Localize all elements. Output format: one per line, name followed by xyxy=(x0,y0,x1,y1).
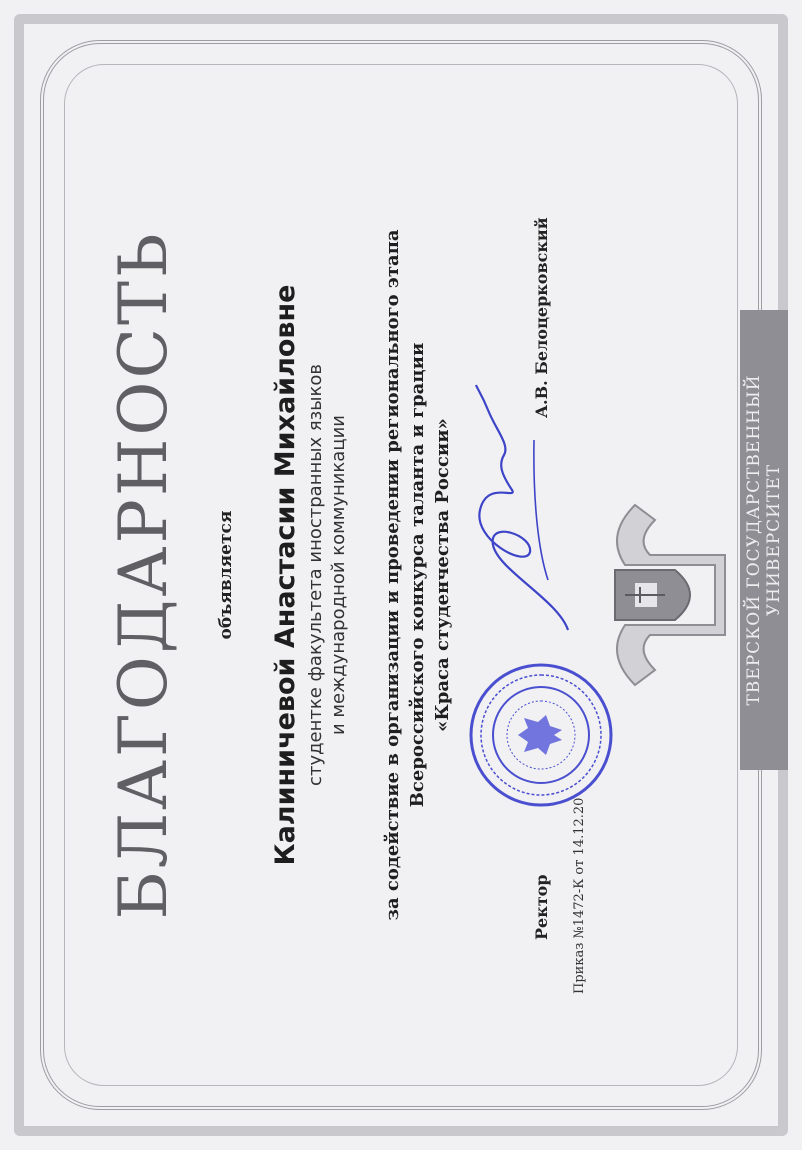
rector-name: А.В. Белоцерковский xyxy=(532,217,551,418)
rector-label: Ректор xyxy=(532,874,551,940)
order-number: Приказ №1472-К от 14.12.20 xyxy=(572,797,587,994)
certificate-title: БЛАГОДАРНОСТЬ xyxy=(105,230,182,920)
reason-line-1: за содействие в организации и проведении регионального этапа xyxy=(382,229,403,921)
university-emblem-icon xyxy=(595,495,735,695)
declared-text: объявляется xyxy=(216,510,236,640)
university-name: ТВЕРСКОЙ ГОСУДАРСТВЕННЫЙ УНИВЕРСИТЕТ xyxy=(740,310,788,770)
official-stamp-icon xyxy=(466,660,616,810)
recipient-position-2: и международной коммуникации xyxy=(328,415,349,735)
rector-signature-icon xyxy=(438,380,588,640)
reason-line-2: Всероссийского конкурса таланта и грации xyxy=(407,342,428,808)
recipient-position-1: студентке факультета иностранных языков xyxy=(305,364,326,786)
recipient-name: Калиничевой Анастасии Михайловне xyxy=(270,284,301,866)
reason-line-3: «Краса студенчества России» xyxy=(432,418,453,732)
